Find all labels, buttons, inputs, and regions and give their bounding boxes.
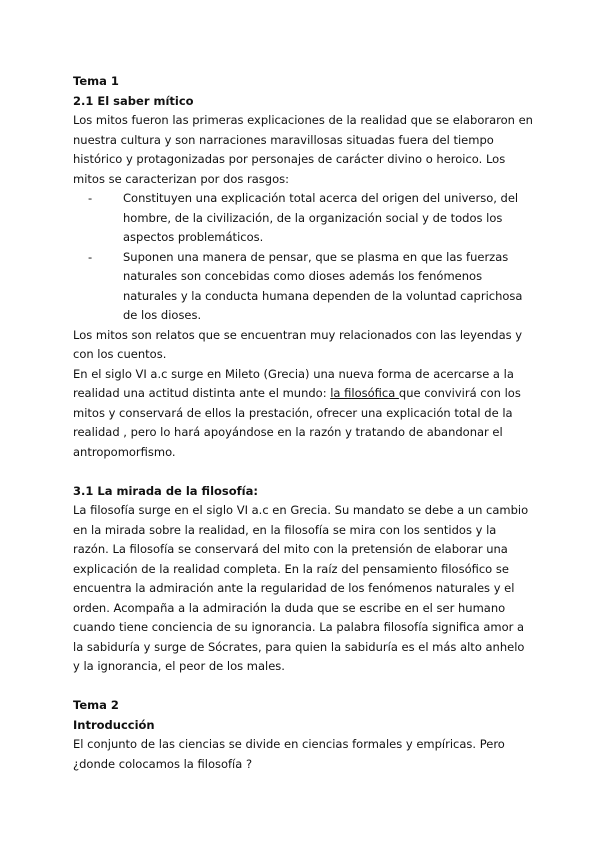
mirada-filosofia-heading: 3.1 La mirada de la filosofía: bbox=[73, 483, 258, 498]
spacer bbox=[73, 462, 533, 482]
introduccion-paragraph: El conjunto de las ciencias se divide en ciencias formales y empíricas. Pero ¿donde colocamos la filosofía ? bbox=[73, 737, 505, 771]
list-item-text: Constituyen una explicación total acerca del origen del universo, del hombre, de la civilización, de la organización social y de todos los aspectos problemáticos. bbox=[123, 191, 519, 244]
saber-mitico-heading: 2.1 El saber mítico bbox=[73, 93, 194, 108]
mitos-intro-paragraph: Los mitos fueron las primeras explicaciones de la realidad que se elaboraron en nuestra cultura y son narraciones maravillosas situadas fuera del tiempo histórico y protagonizadas por personajes de carácter divino o heroico. Los mitos se caracterizan por dos rasgos: bbox=[73, 113, 533, 186]
rasgos-list bbox=[73, 189, 533, 326]
siglo-vi-paragraph bbox=[73, 365, 533, 463]
list-item bbox=[88, 248, 533, 326]
bullet-dash: - bbox=[88, 249, 93, 264]
list-item bbox=[88, 189, 533, 248]
bullet-dash: - bbox=[88, 191, 93, 205]
tema1-title: Tema 1 bbox=[73, 74, 119, 88]
introduccion-heading: Introducción bbox=[73, 717, 155, 732]
siglo-vi-text-end: que convivirá con los mitos y conservará de ellos la prestación, ofrecer una explicación total de la realidad , pero lo hará apoyándose en la razón y tratando de abandonar el antropomorfismo. bbox=[73, 386, 521, 459]
tema2-title: Tema 2 bbox=[73, 698, 119, 712]
siglo-vi-text-start: En el siglo VI a.c surge en Mileto (Grecia) una nueva forma de acercarse a la realidad una actitud distinta ante el mundo: bbox=[73, 366, 514, 400]
mirada-filosofia-paragraph: La filosofía surge en el siglo VI a.c en Grecia. Su mandato se debe a un cambio en la mirada sobre la realidad, en la filosofía se mira con los sentidos y la razón. La filosofía se conservará del mito con la pretensión de elaborar una explicación de la realidad completa. En la raíz del pensamiento filosófico se encuentra la admiración ante la regularidad de los fenómenos naturales y el orden. Acompaña a la admiración la duda que se escribe en el ser humano cuando tiene conciencia de su ignorancia. La palabra filosofía significa amor a la sabiduría y surge de Sócrates, para quien la sabiduría es el más alto anhelo y la ignorancia, el peor de los males. bbox=[73, 503, 529, 673]
la-filosofica-underlined: la filosófica bbox=[330, 386, 399, 400]
list-item-text: Suponen una manera de pensar, que se plasma en que las fuerzas naturales son concebidas como dioses además los fenómenos naturales y la conducta humana dependen de la voluntad caprichosa de los dioses. bbox=[123, 249, 523, 322]
document-content bbox=[73, 72, 533, 774]
spacer bbox=[73, 677, 533, 697]
mitos-relatos-paragraph: Los mitos son relatos que se encuentran muy relacionados con las leyendas y con los cuentos. bbox=[73, 327, 523, 361]
